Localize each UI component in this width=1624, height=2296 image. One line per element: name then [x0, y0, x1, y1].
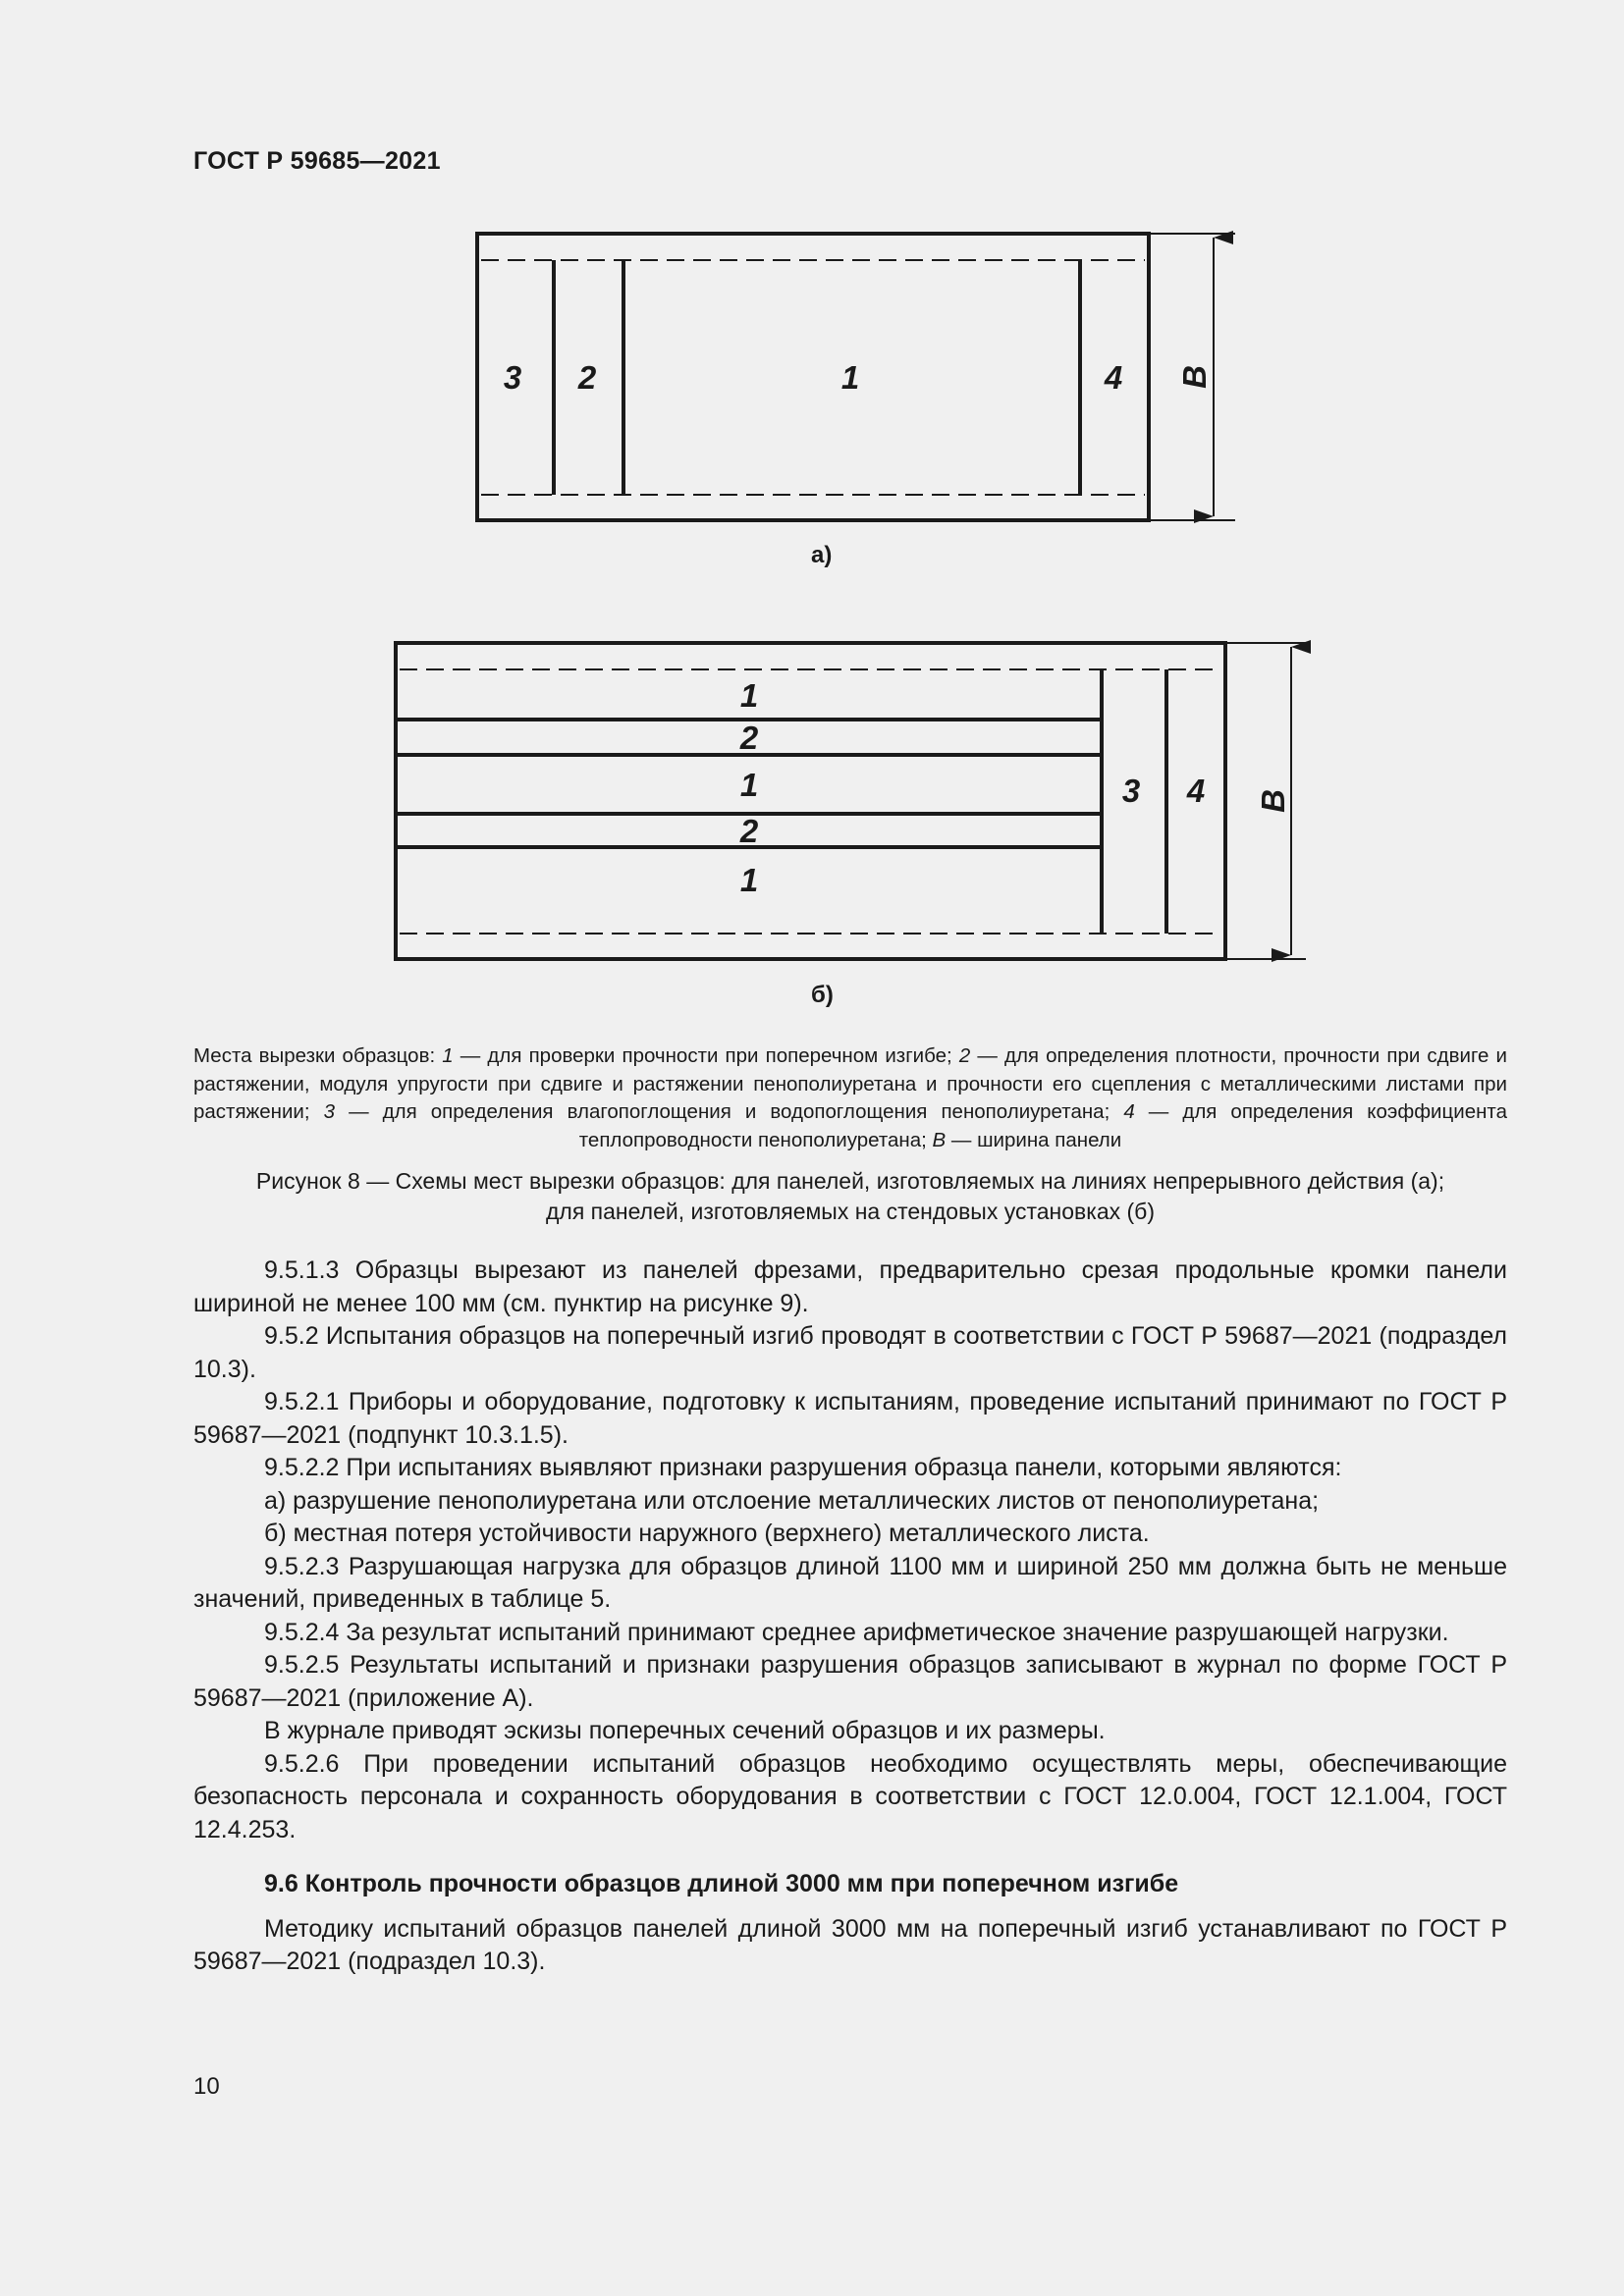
zone-label-1-a: 1 [840, 359, 860, 396]
section-heading-9-6: 9.6 Контроль прочности образцов длиной 3000 мм при поперечном изгибе [264, 1870, 1179, 1897]
paragraph-9-5-1-3: 9.5.1.3 Образцы вырезают из панелей фрезами, предварительно срезая продольные кромки панели шириной не менее 100 мм (см. пунктир на рисунке 9). [193, 1256, 1507, 1317]
figure-b-sublabel: б) [811, 982, 834, 1008]
strip-label-1-bottom-b: 1 [739, 862, 759, 898]
document-header: ГОСТ Р 59685—2021 [193, 147, 441, 175]
paragraph-9-5-2-4: 9.5.2.4 За результат испытаний принимают среднее арифметическое значение разрушающей нагрузки. [264, 1618, 1449, 1646]
paragraph-9-6: Методику испытаний образцов панелей длиной 3000 мм на поперечный изгиб устанавливают по ГОСТ Р 59687—2021 (подраздел 10.3). [193, 1914, 1507, 1975]
paragraph-9-5-2-5: 9.5.2.5 Результаты испытаний и признаки разрушения образцов записывают в журнал по форме ГОСТ Р 59687—2021 (приложение А). [193, 1651, 1507, 1712]
width-label-a: B [1176, 365, 1213, 389]
list-item-b: б) местная потеря устойчивости наружного (верхнего) металлического листа. [264, 1520, 1150, 1547]
strip-label-2-top-b: 2 [739, 720, 759, 756]
zone-label-4-b: 4 [1186, 773, 1206, 809]
paragraph-9-5-2-6: 9.5.2.6 При проведении испытаний образцов необходимо осуществлять меры, обеспечивающие безопасность персонала и сохранность оборудования в соответствии с ГОСТ 12.0.004, ГОСТ 12.1.004, ГОСТ 12.4.253. [193, 1749, 1507, 1843]
figure-8-diagrams [0, 0, 1624, 1031]
paragraph-9-5-2: 9.5.2 Испытания образцов на поперечный изгиб проводят в соответствии с ГОСТ Р 59687—2021 (подраздел 10.3). [193, 1322, 1507, 1383]
body-text [193, 1255, 1507, 1979]
strip-label-2-bottom-b: 2 [739, 813, 759, 849]
list-item-a: а) разрушение пенополиуретана или отслоение металлических листов от пенополиуретана; [264, 1486, 1320, 1515]
paragraph-9-5-2-2: 9.5.2.2 При испытаниях выявляют признаки разрушения образца панели, которыми являются: [264, 1454, 1342, 1481]
figure-a-sublabel: а) [811, 542, 833, 568]
caption-line-2: для панелей, изготовляемых на стендовых установках (б) [546, 1199, 1155, 1224]
zone-label-2-a: 2 [577, 359, 597, 396]
figure-caption [193, 1166, 1507, 1227]
zone-label-4-a: 4 [1104, 359, 1123, 396]
page-number: 10 [193, 2073, 220, 2100]
strip-label-1-top-b: 1 [739, 677, 759, 714]
strip-label-1-middle-b: 1 [739, 767, 759, 803]
caption-line-1: Рисунок 8 — Схемы мест вырезки образцов: для панелей, изготовляемых на линиях непрерывного действия (а); [255, 1168, 1445, 1194]
zone-label-3-a: 3 [503, 359, 522, 396]
paragraph-9-5-2-1: 9.5.2.1 Приборы и оборудование, подготовку к испытаниям, проведение испытаний принимают по ГОСТ Р 59687—2021 (подпункт 10.3.1.5). [193, 1388, 1507, 1449]
figure-legend: Места вырезки образцов: 1 — для проверки прочности при поперечном изгибе; 2 — для определения плотности, прочности при сдвиге и растяжении, модуля упругости при сдвиге и растяжении пенополиуретана и прочности его сцепления с металлическими листами при растяжении; 3 — для определения влагопоглощения и водопоглощения пенополиуретана; 4 — для определения коэффициента теплопроводности пенополиуретана; B — ширина панели [193, 1044, 1507, 1151]
paragraph-9-5-2-3: 9.5.2.3 Разрушающая нагрузка для образцов длиной 1100 мм и шириной 250 мм должна быть не меньше значений, приведенных в таблице 5. [193, 1552, 1507, 1613]
figure-b [396, 643, 1306, 959]
zone-label-3-b: 3 [1121, 773, 1141, 809]
width-label-b: B [1255, 789, 1291, 813]
paragraph-journal-note: В журнале приводят эскизы поперечных сечений образцов и их размеры. [264, 1717, 1106, 1744]
